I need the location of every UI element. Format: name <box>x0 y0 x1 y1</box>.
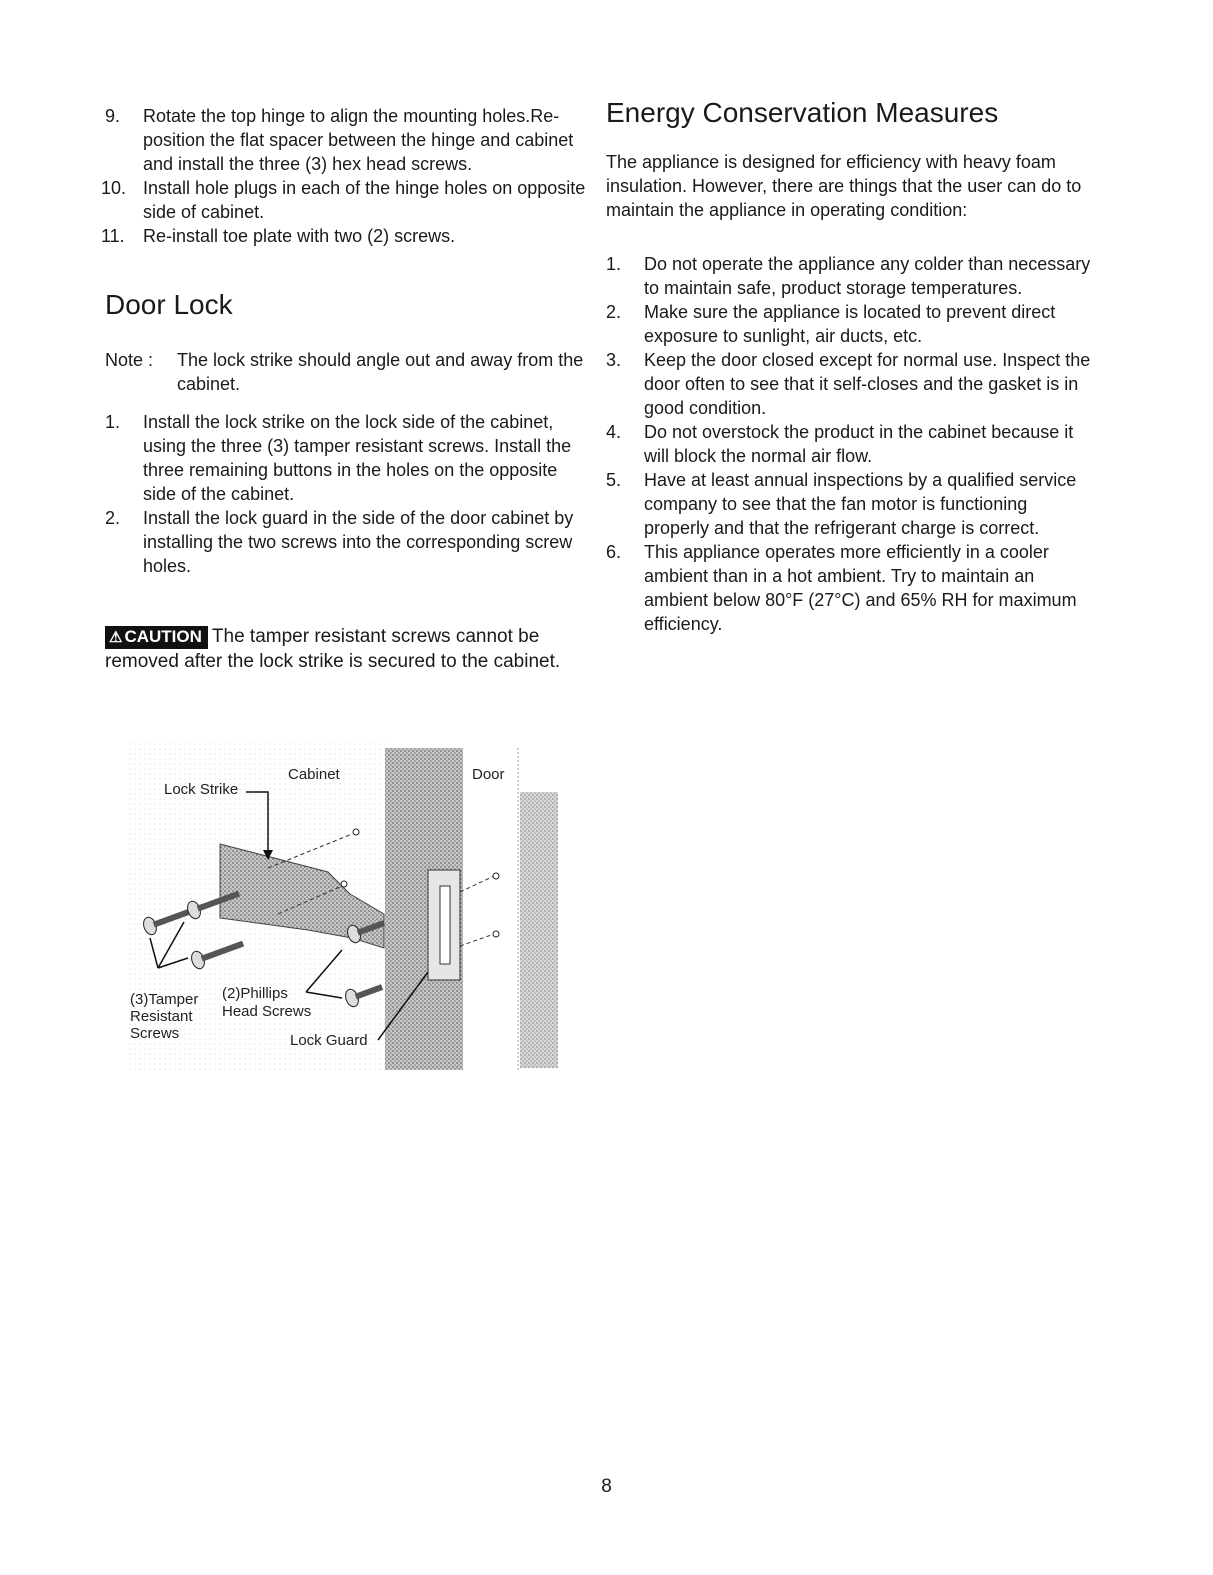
right-column <box>606 96 1096 636</box>
guide-line <box>460 876 494 892</box>
label-door: Door <box>472 766 505 783</box>
label-cabinet: Cabinet <box>288 766 340 783</box>
step-number: 10. <box>101 178 127 198</box>
label-tamper-2: Resistant <box>130 1008 193 1025</box>
lock-guard-slot <box>440 886 450 964</box>
label-phillips-1: (2)Phillips <box>222 985 288 1002</box>
list-item <box>606 540 1096 636</box>
step-number: 5. <box>606 470 622 490</box>
list-item <box>105 104 590 176</box>
note-label: Note : <box>105 350 154 370</box>
warning-icon: ⚠ <box>109 629 123 646</box>
label-tamper-3: Screws <box>130 1025 180 1042</box>
label-lock-guard: Lock Guard <box>290 1032 368 1049</box>
button-plug <box>341 881 347 887</box>
door-lock-illustration <box>128 742 560 1072</box>
door-lock-heading: Door Lock <box>105 289 233 320</box>
step-text: Do not overstock the product in the cabinet because it will block the normal air flow. <box>644 422 1074 466</box>
step-text: Rotate the top hinge to align the mounting holes.Re-position the flat spacer between the hinge and cabinet and install the three (3) hex head screws. <box>143 106 574 174</box>
door-lock-diagram <box>128 742 560 1072</box>
hinge-steps-list <box>101 104 590 248</box>
step-text: Install hole plugs in each of the hinge holes on opposite side of cabinet. <box>143 178 586 222</box>
energy-steps-list <box>606 252 1096 636</box>
step-number: 2. <box>606 302 622 322</box>
door-edge <box>520 792 558 1068</box>
page-number: 8 <box>601 1476 612 1497</box>
step-number: 3. <box>606 350 622 370</box>
list-item <box>606 420 1096 468</box>
step-text: Have at least annual inspections by a qualified service company to see that the fan motor is functioning properly and that the refrigerant charge is correct. <box>644 470 1077 538</box>
step-number: 11. <box>101 226 125 246</box>
step-number: 1. <box>105 412 121 432</box>
step-text: This appliance operates more efficiently in a cooler ambient than in a hot ambient. Try to maintain an ambient below 80°F (27°C) and 65% RH for maximum efficiency. <box>644 542 1077 634</box>
step-number: 1. <box>606 254 622 274</box>
door-lock-note <box>105 348 590 396</box>
step-number: 6. <box>606 542 622 562</box>
caution-paragraph <box>105 624 590 674</box>
list-item <box>101 176 590 224</box>
label-tamper-1: (3)Tamper <box>130 991 199 1008</box>
screw-hole <box>493 931 499 937</box>
step-text: Re-install toe plate with two (2) screws. <box>143 226 456 246</box>
list-item <box>101 224 590 248</box>
label-phillips-2: Head Screws <box>222 1003 312 1020</box>
label-lock-strike: Lock Strike <box>164 781 239 798</box>
door-lock-steps-list <box>105 410 590 578</box>
step-number: 2. <box>105 508 121 528</box>
step-text: Make sure the appliance is located to prevent direct exposure to sunlight, air ducts, etc. <box>644 302 1056 346</box>
energy-heading: Energy Conservation Measures <box>606 97 999 128</box>
step-text: Keep the door closed except for normal use. Inspect the door often to see that it self-closes and the gasket is in good condition. <box>644 350 1091 418</box>
step-number: 4. <box>606 422 622 442</box>
step-number: 9. <box>105 106 121 126</box>
list-item <box>606 300 1096 348</box>
caution-badge <box>105 626 208 649</box>
caution-text: The tamper resistant screws cannot be removed after the lock strike is secured to the cabinet. <box>105 626 561 672</box>
step-text: Do not operate the appliance any colder than necessary to maintain safe, product storage temperatures. <box>644 254 1091 298</box>
energy-intro: The appliance is designed for efficiency with heavy foam insulation. However, there are things that the user can do to maintain the appliance in operating condition: <box>606 152 1082 220</box>
step-text: Install the lock guard in the side of the door cabinet by installing the two screws into the corresponding screw holes. <box>143 508 574 576</box>
list-item <box>606 252 1096 300</box>
step-text: Install the lock strike on the lock side of the cabinet, using the three (3) tamper resistant screws. Install the three remaining buttons in the holes on the opposite side of the cabinet. <box>143 412 572 504</box>
button-plug <box>353 829 359 835</box>
screw-hole <box>493 873 499 879</box>
list-item <box>105 410 590 506</box>
list-item <box>105 506 590 578</box>
list-item <box>606 468 1096 540</box>
note-text: The lock strike should angle out and away from the cabinet. <box>177 350 584 394</box>
left-column <box>101 104 590 692</box>
guide-line <box>460 934 494 946</box>
list-item <box>606 348 1096 420</box>
caution-badge-label: CAUTION <box>124 627 202 646</box>
